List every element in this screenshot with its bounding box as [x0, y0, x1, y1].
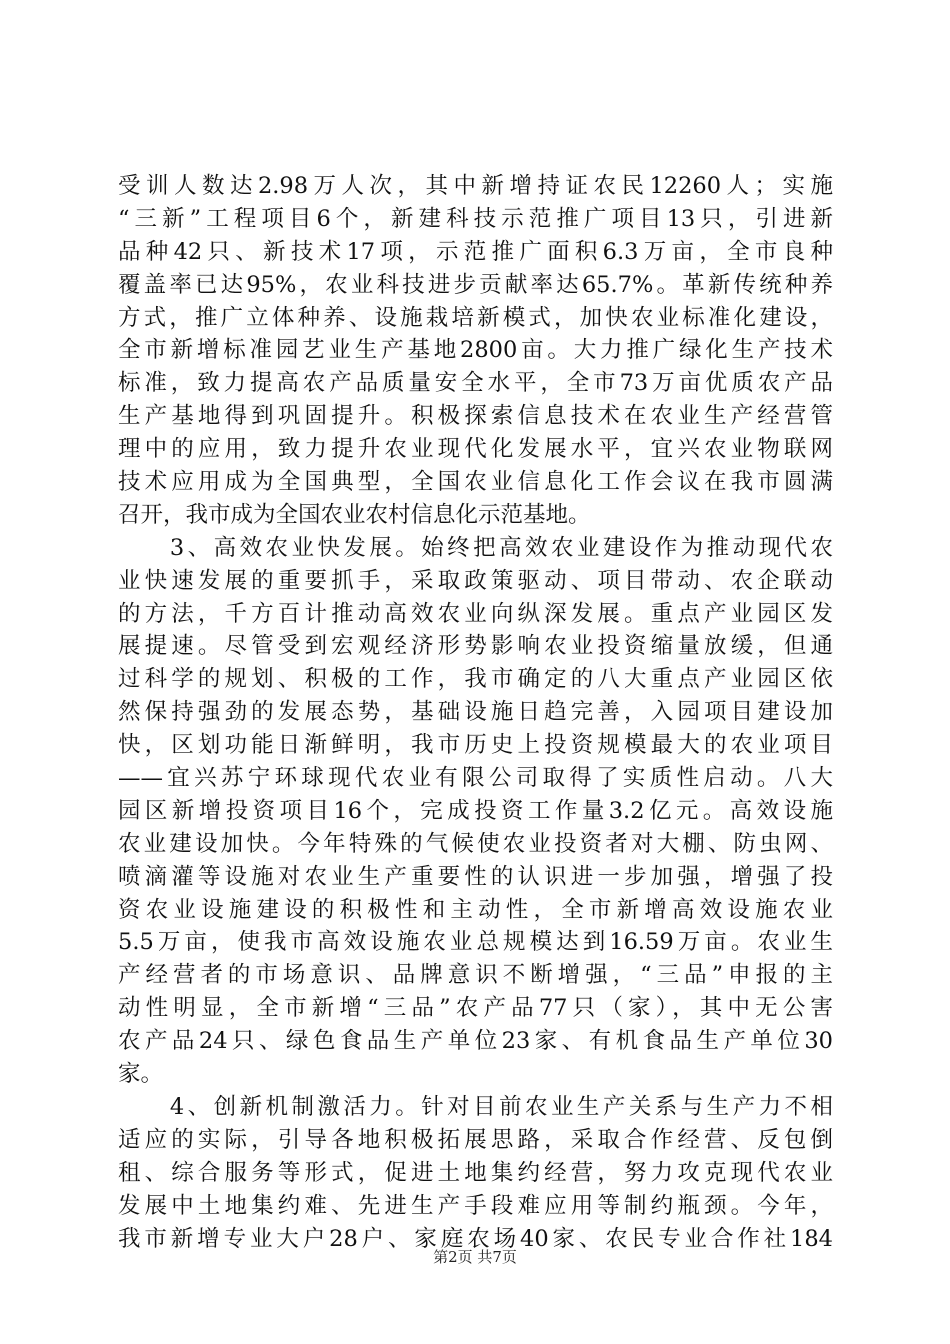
text-line: 业快速发展的重要抓手，采取政策驱动、项目带动、农企联动 — [118, 567, 833, 594]
text-line: 标准，致力提高农产品质量安全水平，全市73万亩优质农产品 — [118, 370, 833, 397]
text-line: ——宜兴苏宁环球现代农业有限公司取得了实质性启动。八大 — [118, 765, 833, 792]
text-line: 农业建设加快。今年特殊的气候使农业投资者对大棚、防虫网、 — [118, 830, 833, 857]
text-line: 然保持强劲的发展态势，基础设施日趋完善，入园项目建设加 — [118, 699, 833, 726]
text-line: 我市新增专业大户28户、家庭农场40家、农民专业合作社184 — [118, 1225, 833, 1252]
text-line: 资农业设施建设的积极性和主动性，全市新增高效设施农业 — [118, 896, 833, 923]
text-line: 喷滴灌等设施对农业生产重要性的认识进一步加强，增强了投 — [118, 863, 833, 890]
text-line: 展提速。尽管受到宏观经济形势影响农业投资缩量放缓，但通 — [118, 633, 833, 660]
page-footer: 第2页 共7页 — [433, 1248, 517, 1266]
text-line: 方式，推广立体种养、设施栽培新模式，加快农业标准化建设， — [118, 304, 833, 331]
text-line: 的方法，千方百计推动高效农业向纵深发展。重点产业园区发 — [118, 600, 833, 627]
text-line: 覆盖率已达95%，农业科技进步贡献率达65.7%。革新传统种养 — [118, 271, 833, 298]
text-line: 全市新增标准园艺业生产基地2800亩。大力推广绿化生产技术 — [118, 337, 833, 364]
text-line: 发展中土地集约难、先进生产手段难应用等制约瓶颈。今年， — [118, 1192, 833, 1219]
text-line: 5.5万亩，使我市高效设施农业总规模达到16.59万亩。农业生 — [118, 929, 833, 956]
text-line: 4、创新机制激活力。针对目前农业生产关系与生产力不相 — [118, 1093, 833, 1120]
body-text — [118, 170, 833, 1255]
text-line: 产经营者的市场意识、品牌意识不断增强，“三品”申报的主 — [118, 962, 833, 989]
text-line: 适应的实际，引导各地积极拓展思路，采取合作经营、反包倒 — [118, 1126, 833, 1153]
text-line: 过科学的规划、积极的工作，我市确定的八大重点产业园区依 — [118, 666, 833, 693]
text-line: 品种42只、新技术17项，示范推广面积6.3万亩，全市良种 — [118, 238, 833, 265]
text-line: 技术应用成为全国典型，全国农业信息化工作会议在我市圆满 — [118, 469, 833, 496]
text-line: 动性明显，全市新增“三品”农产品77只（家），其中无公害 — [118, 995, 833, 1022]
text-line: 生产基地得到巩固提升。积极探索信息技术在农业生产经营管 — [118, 403, 833, 430]
text-line: 园区新增投资项目16个，完成投资工作量3.2亿元。高效设施 — [118, 797, 833, 824]
text-line: 农产品24只、绿色食品生产单位23家、有机食品生产单位30 — [118, 1028, 833, 1055]
text-line: 租、综合服务等形式，促进土地集约经营，努力攻克现代农业 — [118, 1159, 833, 1186]
text-line: 召开，我市成为全国农业农村信息化示范基地。 — [118, 501, 591, 528]
text-line: 家。 — [118, 1061, 164, 1088]
text-line: 理中的应用，致力提升农业现代化发展水平，宜兴农业物联网 — [118, 436, 833, 463]
text-line: 3、高效农业快发展。始终把高效农业建设作为推动现代农 — [118, 534, 833, 561]
text-line: 快，区划功能日渐鲜明，我市历史上投资规模最大的农业项目 — [118, 732, 833, 759]
text-line: 受训人数达2.98万人次，其中新增持证农民12260人；实施 — [118, 173, 833, 199]
text-line: “三新”工程项目6个，新建科技示范推广项目13只，引进新 — [118, 205, 833, 232]
